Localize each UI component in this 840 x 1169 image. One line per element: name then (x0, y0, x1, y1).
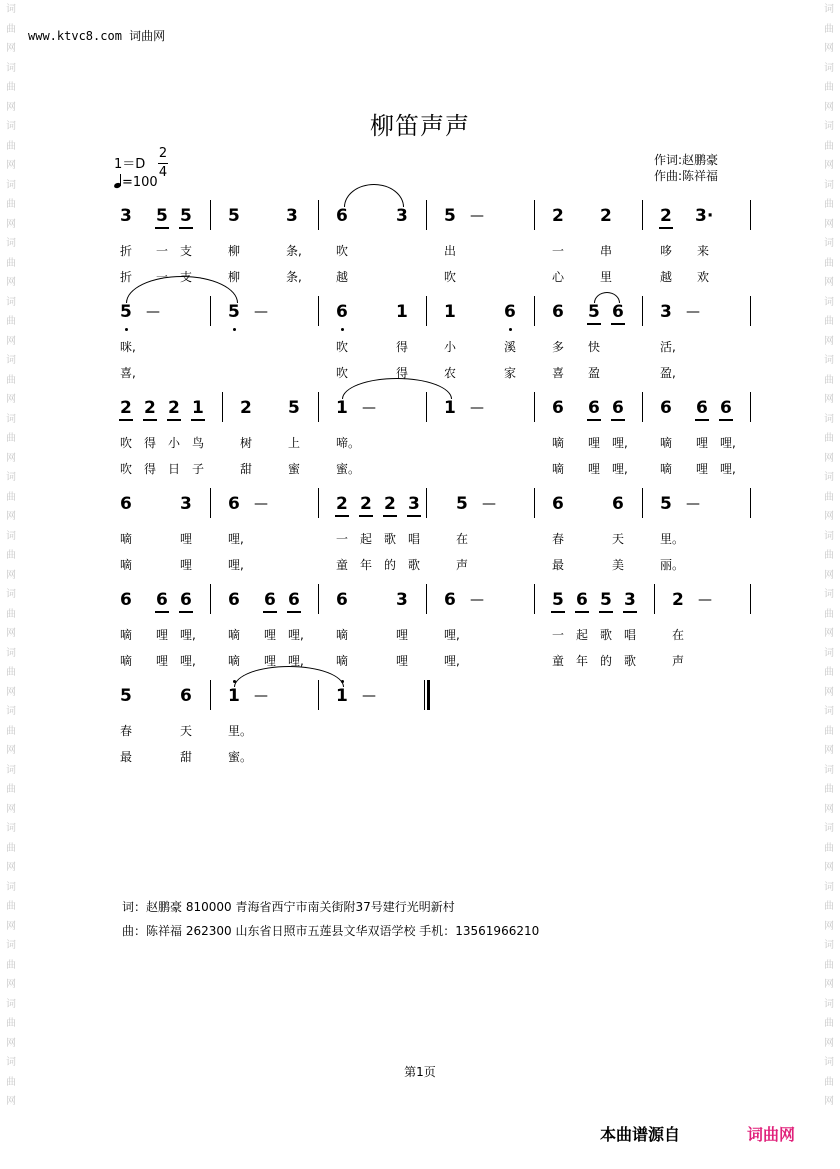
lyric-syllable: 歌 (624, 654, 637, 668)
note-underline (179, 611, 193, 613)
sustain-dash: — (254, 304, 268, 320)
lyric-syllable: 折 (120, 270, 133, 284)
lyric-syllable: 在 (672, 628, 685, 642)
note: 6 (504, 302, 516, 322)
lyric-syllable: 日 (168, 462, 181, 476)
note-underline (119, 419, 133, 421)
lyric-syllable: 蜜。 (228, 750, 253, 764)
note: 2 (240, 398, 252, 418)
lyric-syllable: 哩 (156, 628, 169, 642)
lyric-syllable: 吹 (120, 462, 133, 476)
sustain-dash: — (362, 400, 376, 416)
note-underline (695, 419, 709, 421)
lyric-syllable: 哩, (288, 628, 304, 642)
bar-line (210, 488, 211, 518)
song-title: 柳笛声声 (370, 112, 470, 140)
lyric-syllable: 农 (444, 366, 457, 380)
lyric-syllable: 哩 (696, 436, 709, 450)
note: 6 (120, 494, 132, 514)
note: 5 (120, 686, 132, 706)
tempo-mark (114, 174, 158, 190)
note: 2 (672, 590, 684, 610)
lyric-syllable: 嘀 (228, 654, 241, 668)
lyric-syllable: 最 (552, 558, 565, 572)
lyric-syllable: 天 (612, 532, 625, 546)
lyricist: 作词:赵鹏豪 (654, 153, 719, 167)
end-repeat-bar-thick (427, 680, 430, 710)
lyric-syllable: 年 (576, 654, 589, 668)
note: 6 (612, 398, 624, 418)
lyric-syllable: 得 (144, 462, 157, 476)
note: 5 (600, 590, 612, 610)
note-underline (155, 227, 169, 229)
lyric-syllable: 一 (552, 628, 565, 642)
lyric-syllable: 支 (180, 244, 193, 258)
watermark-right: 词曲网词曲网词曲网词曲网词曲网词曲网词曲网词曲网词曲网词曲网词曲网词曲网词曲网词曲网词曲网词曲网词曲网词曲网词曲网 (824, 4, 834, 1107)
lyric-syllable: 心 (552, 270, 565, 284)
bar-line (426, 200, 427, 230)
note: 6 (336, 206, 348, 226)
score-system (0, 684, 840, 764)
lyric-syllable: 柳 (228, 270, 241, 284)
note: 6 (552, 494, 564, 514)
lyric-syllable: 哩 (264, 654, 277, 668)
sustain-dash: — (146, 304, 160, 320)
lyric-syllable: 童 (552, 654, 565, 668)
lyric-syllable: 哩, (228, 558, 244, 572)
tie-arc (234, 666, 344, 687)
source-label: 本曲谱源自 (600, 1125, 681, 1144)
lyric-syllable: 吹 (120, 436, 133, 450)
lyric-syllable: 子 (192, 462, 205, 476)
note-underline (611, 323, 625, 325)
note: 6 (156, 590, 168, 610)
lyric-syllable: 美 (612, 558, 625, 572)
lyric-syllable: 唱 (624, 628, 637, 642)
note: 3 (396, 590, 408, 610)
lyric-syllable: 的 (600, 654, 613, 668)
lyric-syllable: 出 (444, 244, 457, 258)
tie-arc (342, 378, 452, 399)
bar-line (318, 296, 319, 326)
note: 5 (228, 206, 240, 226)
low-octave-dot (233, 328, 236, 331)
note-underline (611, 419, 625, 421)
lyric-syllable: 鸟 (192, 436, 205, 450)
end-repeat-bar (424, 680, 425, 710)
bar-line (318, 392, 319, 422)
lyric-syllable: 欢 (697, 270, 710, 284)
lyric-syllable: 年 (360, 558, 373, 572)
lyric-syllable: 蜜。 (336, 462, 361, 476)
note-underline (719, 419, 733, 421)
lyric-syllable: 串 (600, 244, 613, 258)
lyric-syllable: 蜜 (288, 462, 301, 476)
sustain-dash: — (698, 592, 712, 608)
note: 5 (120, 302, 132, 322)
note: 2 (552, 206, 564, 226)
lyric-syllable: 柳 (228, 244, 241, 258)
lyric-syllable: 哩, (288, 654, 304, 668)
lyric-syllable: 哩 (588, 462, 601, 476)
bar-line (318, 200, 319, 230)
note: 1 (228, 686, 240, 706)
lyric-syllable: 小 (444, 340, 457, 354)
lyric-syllable: 嘀 (120, 558, 133, 572)
sustain-dash: — (482, 496, 496, 512)
lyric-syllable: 哩, (180, 654, 196, 668)
bar-line (426, 488, 427, 518)
lyric-syllable: 声 (456, 558, 469, 572)
lyric-syllable: 哆 (660, 244, 673, 258)
note: 6 (336, 590, 348, 610)
lyric-syllable: 哩, (612, 436, 628, 450)
lyric-syllable: 嘀 (660, 462, 673, 476)
sustain-dash: — (686, 304, 700, 320)
lyric-syllable: 唱 (408, 532, 421, 546)
low-octave-dot (509, 328, 512, 331)
lyric-syllable: 一 (156, 244, 169, 258)
key-signature: 1＝D (114, 157, 146, 172)
note: 2 (336, 494, 348, 514)
lyric-syllable: 哩 (396, 628, 409, 642)
lyric-syllable: 嘀 (660, 436, 673, 450)
lyric-syllable: 小 (168, 436, 181, 450)
note: 2 (660, 206, 672, 226)
lyric-syllable: 哩, (180, 628, 196, 642)
lyric-syllable: 哩, (444, 654, 460, 668)
lyric-syllable: 哩 (180, 532, 193, 546)
note: 5 (180, 206, 192, 226)
note-underline (263, 611, 277, 613)
lyric-syllable: 哩, (612, 462, 628, 476)
lyric-syllable: 支 (180, 270, 193, 284)
lyric-syllable: 春 (120, 724, 133, 738)
note: 3 (286, 206, 298, 226)
lyric-syllable: 咪, (120, 340, 136, 354)
note: 2 (120, 398, 132, 418)
lyric-syllable: 嘀 (228, 628, 241, 642)
footer-composer-info: 曲：陈祥福 262300 山东省日照市五莲县文华双语学校 手机：13561966210 (122, 924, 540, 938)
note: 6 (228, 590, 240, 610)
note: 2 (600, 206, 612, 226)
site-name: 词曲网 (129, 29, 166, 43)
bar-line (750, 392, 751, 422)
bar-line (318, 584, 319, 614)
time-signature-bottom: 4 (158, 165, 168, 180)
lyric-syllable: 得 (144, 436, 157, 450)
bar-line (222, 392, 223, 422)
note: 6 (180, 686, 192, 706)
bar-line (642, 392, 643, 422)
lyric-syllable: 起 (360, 532, 373, 546)
lyric-syllable: 来 (697, 244, 710, 258)
lyric-syllable: 天 (180, 724, 193, 738)
lyric-syllable: 得 (396, 366, 409, 380)
note: 6 (552, 398, 564, 418)
lyric-syllable: 最 (120, 750, 133, 764)
note-underline (587, 323, 601, 325)
note: 1 (336, 398, 348, 418)
lyric-syllable: 喜, (120, 366, 136, 380)
note: 6 (336, 302, 348, 322)
note: 6 (612, 302, 624, 322)
lyric-syllable: 哩 (396, 654, 409, 668)
lyric-syllable: 活, (660, 340, 676, 354)
low-octave-dot (341, 328, 344, 331)
lyric-syllable: 童 (336, 558, 349, 572)
bar-line (534, 296, 535, 326)
note-underline (551, 611, 565, 613)
lyric-syllable: 吹 (336, 340, 349, 354)
credits (654, 152, 718, 184)
note: 6 (264, 590, 276, 610)
note: 1 (396, 302, 408, 322)
note-underline (167, 419, 181, 421)
lyric-syllable: 嘀 (336, 654, 349, 668)
note: 6 (288, 590, 300, 610)
bar-line (642, 488, 643, 518)
lyric-syllable: 盈, (660, 366, 676, 380)
lyric-syllable: 春 (552, 532, 565, 546)
lyric-syllable: 多 (552, 340, 565, 354)
note-underline (143, 419, 157, 421)
bar-line (318, 488, 319, 518)
note: 3 (120, 206, 132, 226)
lyric-syllable: 嘀 (120, 628, 133, 642)
lyric-syllable: 嘀 (120, 532, 133, 546)
note: 6 (696, 398, 708, 418)
lyric-syllable: 哩 (696, 462, 709, 476)
note: 6 (660, 398, 672, 418)
lyric-syllable: 甜 (180, 750, 193, 764)
watermark-left: 词曲网词曲网词曲网词曲网词曲网词曲网词曲网词曲网词曲网词曲网词曲网词曲网词曲网词曲网词曲网词曲网词曲网词曲网词曲网 (6, 4, 16, 1107)
lyric-syllable: 喜 (552, 366, 565, 380)
lyric-syllable: 一 (156, 270, 169, 284)
bar-line (750, 200, 751, 230)
note: 5 (456, 494, 468, 514)
lyric-syllable: 甜 (240, 462, 253, 476)
low-octave-dot (125, 328, 128, 331)
sustain-dash: — (362, 688, 376, 704)
lyric-syllable: 家 (504, 366, 517, 380)
score-system (0, 396, 840, 476)
lyric-syllable: 上 (288, 436, 301, 450)
lyric-syllable: 嘀 (120, 654, 133, 668)
bar-line (426, 584, 427, 614)
note: 6 (444, 590, 456, 610)
lyric-syllable: 一 (552, 244, 565, 258)
site-url[interactable]: www.ktvc8.com (28, 29, 122, 43)
lyric-syllable: 啼。 (336, 436, 361, 450)
lyric-syllable: 歌 (408, 558, 421, 572)
lyric-syllable: 哩 (156, 654, 169, 668)
tempo-value: =100 (122, 175, 158, 190)
note: 3 (660, 302, 672, 322)
score-system (0, 492, 840, 572)
lyric-syllable: 起 (576, 628, 589, 642)
note-underline (155, 611, 169, 613)
note: 5 (552, 590, 564, 610)
note: 5 (228, 302, 240, 322)
lyric-syllable: 条, (286, 244, 302, 258)
note: 6 (228, 494, 240, 514)
lyric-syllable: 在 (456, 532, 469, 546)
lyric-syllable: 得 (396, 340, 409, 354)
bar-line (642, 296, 643, 326)
lyric-syllable: 声 (672, 654, 685, 668)
bar-line (210, 680, 211, 710)
lyric-syllable: 快 (588, 340, 601, 354)
note: 6 (576, 590, 588, 610)
bar-line (534, 392, 535, 422)
note: 5 (288, 398, 300, 418)
note: 6 (588, 398, 600, 418)
note-underline (599, 611, 613, 613)
note: 6 (120, 590, 132, 610)
sustain-dash: — (470, 592, 484, 608)
sustain-dash: — (254, 688, 268, 704)
lyric-syllable: 哩 (180, 558, 193, 572)
note-underline (191, 419, 205, 421)
site-header (28, 27, 165, 44)
tie-arc (344, 184, 404, 207)
lyric-syllable: 哩 (588, 436, 601, 450)
note: 3 (408, 494, 420, 514)
note: 5 (444, 206, 456, 226)
sustain-dash: — (686, 496, 700, 512)
note-underline (359, 515, 373, 517)
bar-line (654, 584, 655, 614)
bar-line (750, 584, 751, 614)
lyric-syllable: 条, (286, 270, 302, 284)
lyric-syllable: 里。 (660, 532, 685, 546)
note-underline (407, 515, 421, 517)
note: 1 (336, 686, 348, 706)
note: 3 (396, 206, 408, 226)
lyric-syllable: 越 (336, 270, 349, 284)
sustain-dash: — (470, 400, 484, 416)
lyric-syllable: 溪 (504, 340, 517, 354)
lyric-syllable: 哩, (444, 628, 460, 642)
note-underline (587, 419, 601, 421)
note-underline (623, 611, 637, 613)
note: 2 (360, 494, 372, 514)
note-underline (575, 611, 589, 613)
composer: 作曲:陈祥福 (654, 169, 719, 183)
quarter-note-icon (114, 174, 122, 188)
lyric-syllable: 哩 (264, 628, 277, 642)
lyric-syllable: 的 (384, 558, 397, 572)
lyric-syllable: 越 (660, 270, 673, 284)
lyric-syllable: 折 (120, 244, 133, 258)
lyric-syllable: 嘀 (336, 628, 349, 642)
note-underline (287, 611, 301, 613)
score-system (0, 588, 840, 668)
lyric-syllable: 吹 (336, 366, 349, 380)
lyric-syllable: 吹 (444, 270, 457, 284)
time-signature-top: 2 (158, 146, 168, 161)
source-brand[interactable]: 词曲网 (747, 1125, 796, 1144)
lyric-syllable: 嘀 (552, 462, 565, 476)
note: 5 (660, 494, 672, 514)
score-system (0, 300, 840, 380)
page-number: 第1页 (404, 1065, 436, 1079)
lyric-syllable: 里。 (228, 724, 253, 738)
note: 3 (180, 494, 192, 514)
note: 3 (624, 590, 636, 610)
note: 2 (384, 494, 396, 514)
bar-line (534, 584, 535, 614)
note-underline (659, 227, 673, 229)
bar-line (426, 296, 427, 326)
note: 1 (444, 302, 456, 322)
note-underline (179, 227, 193, 229)
lyric-syllable: 哩, (720, 436, 736, 450)
score-system (0, 204, 840, 284)
note: 6 (552, 302, 564, 322)
lyric-syllable: 嘀 (552, 436, 565, 450)
lyric-syllable: 吹 (336, 244, 349, 258)
note: 6 (180, 590, 192, 610)
note: 6 (720, 398, 732, 418)
note-underline (335, 515, 349, 517)
bar-line (750, 296, 751, 326)
note: 1 (192, 398, 204, 418)
bar-line (750, 488, 751, 518)
lyric-syllable: 歌 (600, 628, 613, 642)
lyric-syllable: 盈 (588, 366, 601, 380)
lyric-syllable: 哩, (720, 462, 736, 476)
lyric-syllable: 树 (240, 436, 253, 450)
sustain-dash: — (470, 208, 484, 224)
bar-line (210, 584, 211, 614)
bar-line (534, 488, 535, 518)
sustain-dash: — (254, 496, 268, 512)
note: 2 (144, 398, 156, 418)
note: 3· (695, 206, 714, 226)
note: 2 (168, 398, 180, 418)
note: 5 (588, 302, 600, 322)
lyric-syllable: 里 (600, 270, 613, 284)
lyric-syllable: 歌 (384, 532, 397, 546)
lyric-syllable: 一 (336, 532, 349, 546)
footer-lyricist-info: 词：赵鹏豪 810000 青海省西宁市南关街附37号建行光明新村 (122, 900, 455, 914)
time-signature (158, 146, 168, 181)
bar-line (534, 200, 535, 230)
note: 1 (444, 398, 456, 418)
lyric-syllable: 哩, (228, 532, 244, 546)
bar-line (642, 200, 643, 230)
note: 5 (156, 206, 168, 226)
tie-arc (594, 292, 620, 303)
bar-line (210, 200, 211, 230)
lyric-syllable: 丽。 (660, 558, 685, 572)
note: 6 (612, 494, 624, 514)
note-underline (383, 515, 397, 517)
